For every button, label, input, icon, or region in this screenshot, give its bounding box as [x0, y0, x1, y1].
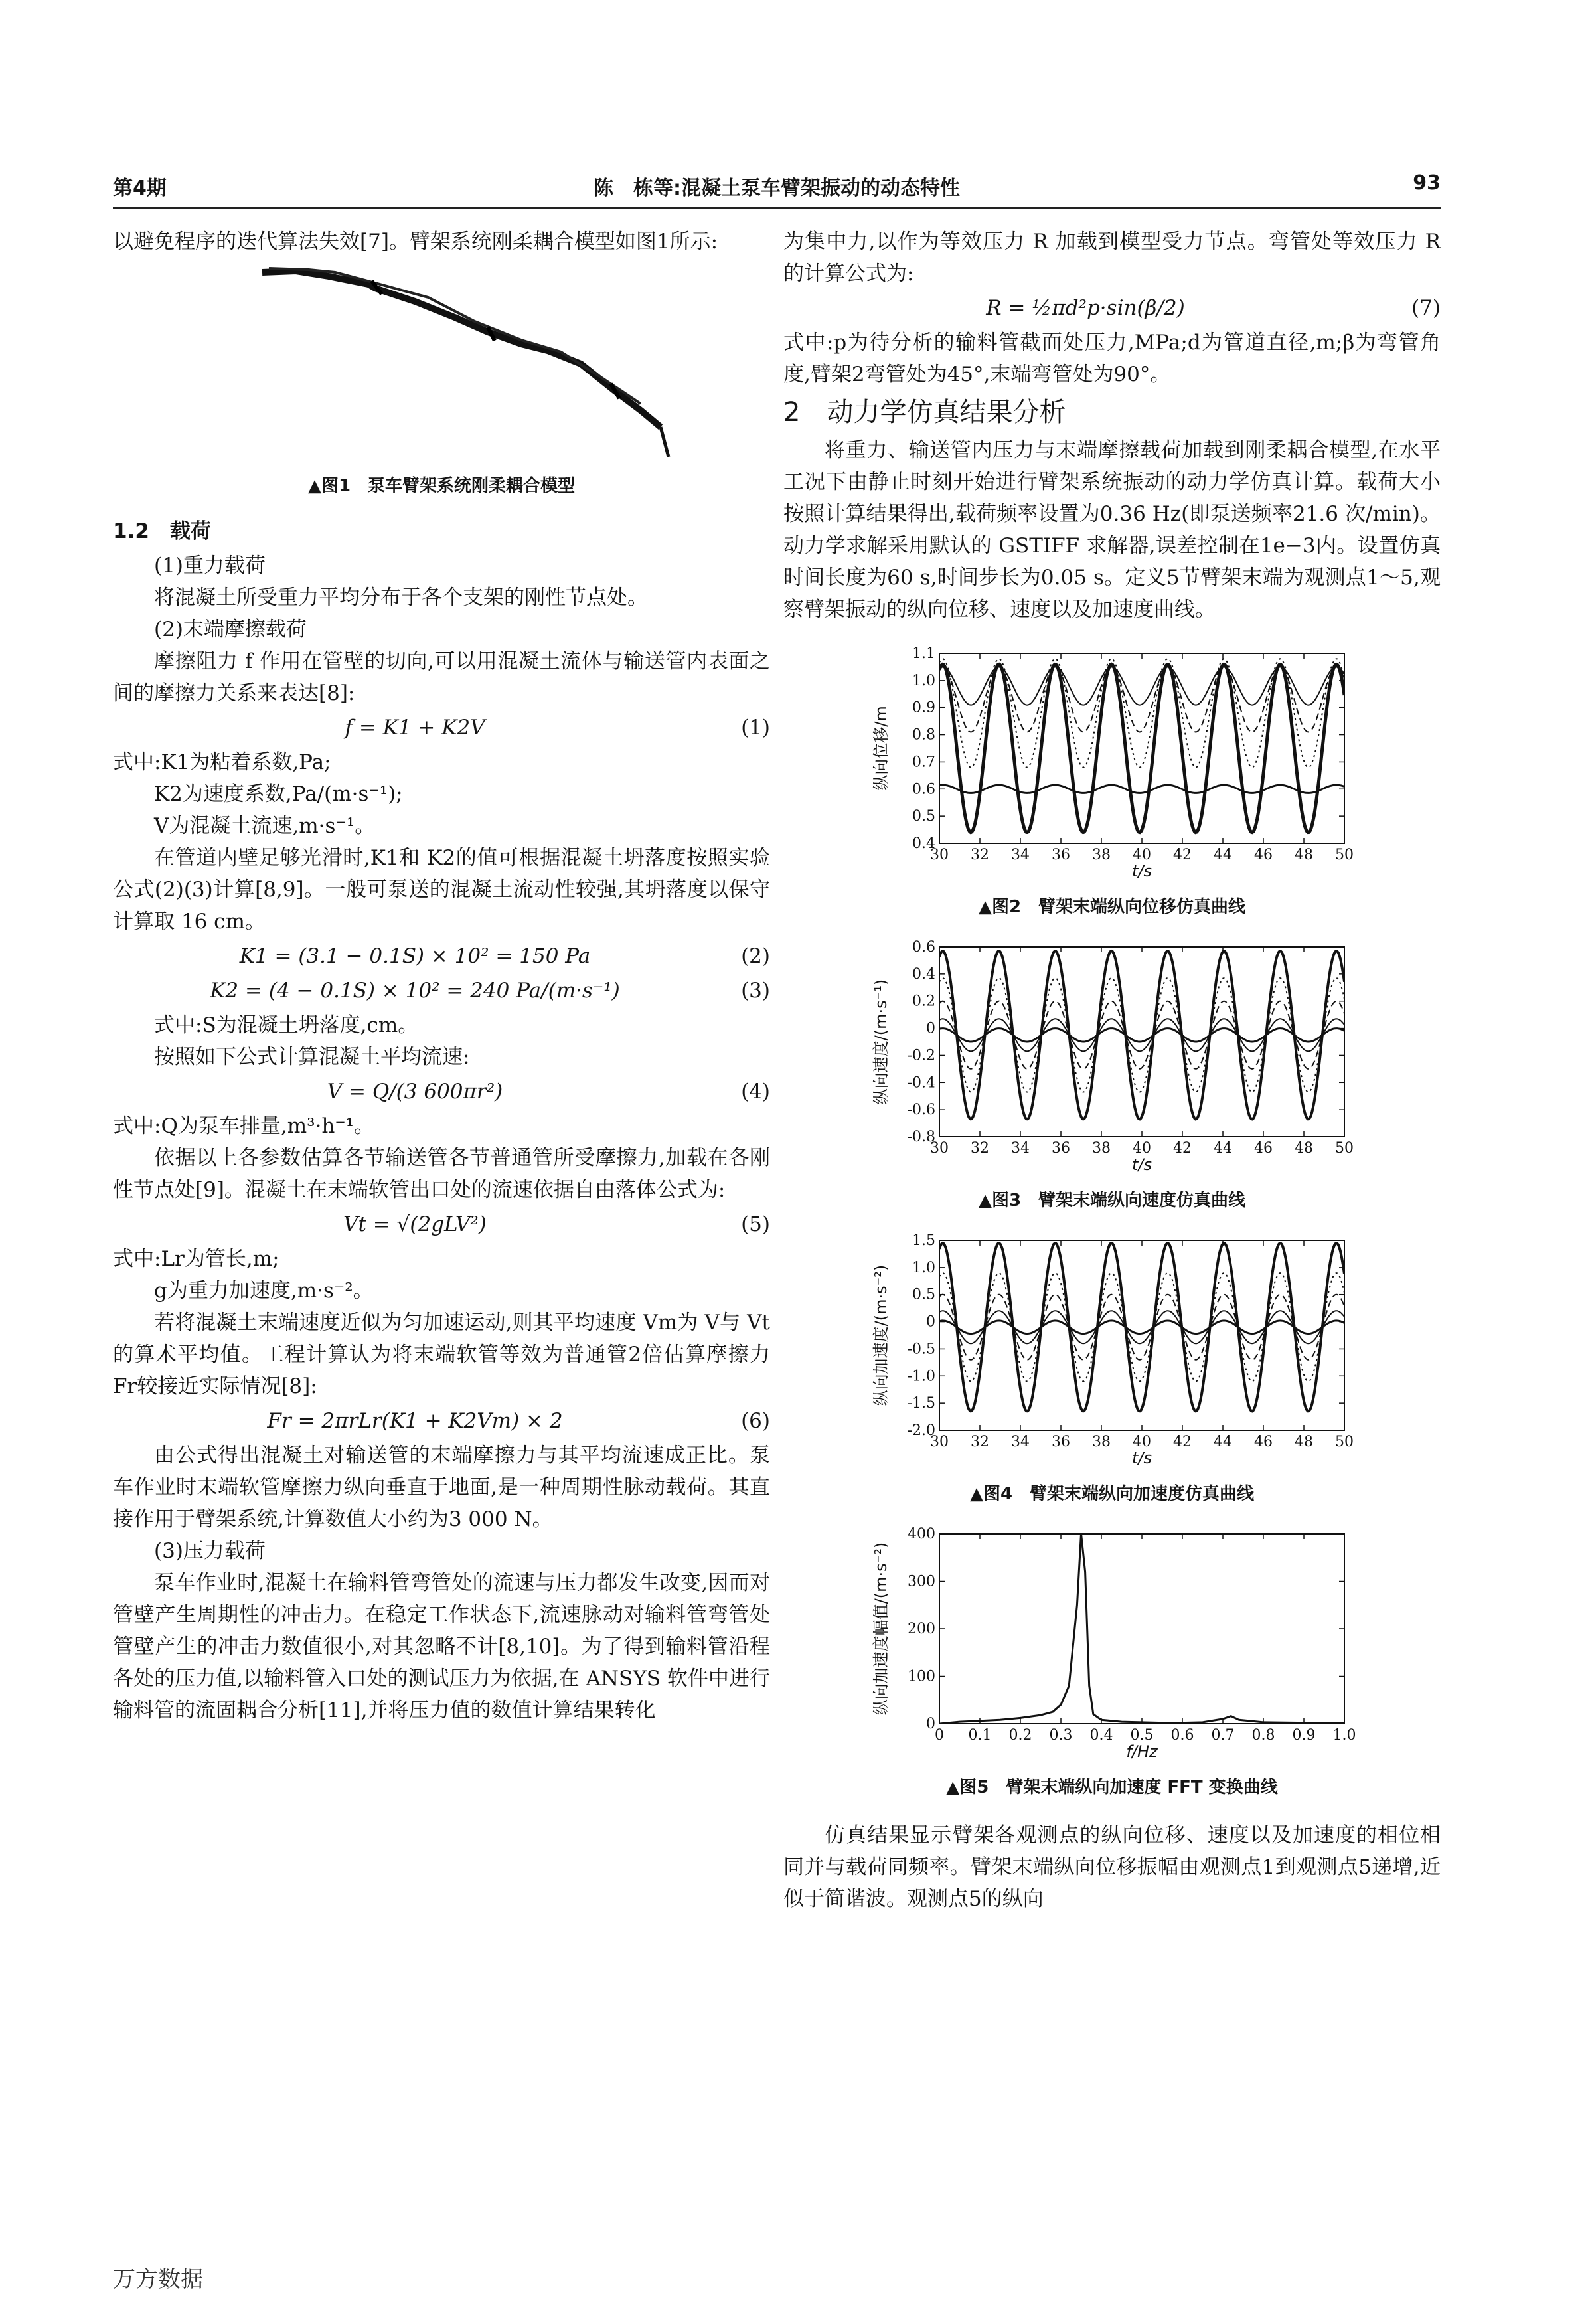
paragraph: 将混凝土所受重力平均分布于各个支架的刚性节点处。	[154, 586, 648, 610]
paragraph: 按照如下公式计算混凝土平均流速:	[154, 1045, 470, 1069]
equation-number: (6)	[741, 1409, 770, 1433]
x-tick-label: 0.2	[1008, 1727, 1032, 1744]
where-line: 式中:K1为粘着系数,Pa;	[113, 750, 331, 774]
y-tick-label: 0.4	[912, 835, 935, 852]
x-tick-label: 46	[1254, 1140, 1273, 1157]
boom-section	[262, 271, 661, 427]
x-tick-label: 46	[1254, 1434, 1273, 1450]
figure-5-fft-chart	[860, 1526, 1364, 1765]
plot-frame	[939, 653, 1344, 843]
running-header	[113, 167, 1441, 207]
x-tick-label: 0.1	[968, 1727, 992, 1744]
x-tick-label: 36	[1052, 1434, 1070, 1450]
paragraph: 将重力、输送管内压力与末端摩擦载荷加载到刚柔耦合模型,在水平工况下由静止时刻开始进行臂架系统振动的动力学仿真计算。载荷大小按照计算结果得出,载荷频率设置为0.36 Hz(即泵送频率21.6 次/min)。动力学求解采用默认的 GSTIFF 求解器,误差控制在1e−3内。设置仿真时间长度为60 s,时间步长为0.05 s。定义5节臂架末端为观测点1～5,观察臂架振动的纵向位移、速度以及加速度曲线。	[783, 438, 1441, 622]
x-tick-label: 32	[971, 1140, 989, 1157]
x-tick-label: 36	[1052, 847, 1070, 863]
x-tick-label: 48	[1295, 847, 1313, 863]
y-tick-label: -1.0	[907, 1368, 935, 1385]
where-line: g为重力加速度,m·s⁻²。	[154, 1279, 374, 1303]
x-tick-label: 38	[1092, 847, 1111, 863]
figure-4-acceleration-chart	[860, 1232, 1364, 1471]
where-line: 式中:S为混凝土坍落度,cm。	[154, 1013, 419, 1037]
x-tick-label: 0.7	[1211, 1727, 1235, 1744]
x-tick-label: 30	[930, 1140, 949, 1157]
paragraph: 在管道内壁足够光滑时,K1和 K2的值可根据混凝土坍落度按照实验公式(2)(3)计算[8,9]。一般可泵送的混凝土流动性较强,其坍落度以保守计算取 16 cm。	[113, 846, 770, 934]
equation-expression: Fr = 2πrLr(K1 + K2Vm) × 2	[267, 1409, 563, 1433]
x-tick-label: 30	[930, 847, 949, 863]
y-tick-label: -0.6	[907, 1102, 935, 1119]
x-tick-label: 32	[971, 1434, 989, 1450]
x-tick-label: 40	[1133, 847, 1151, 863]
x-tick-label: 44	[1214, 847, 1232, 863]
x-tick-label: 0	[935, 1727, 944, 1744]
plot-frame	[939, 1534, 1344, 1724]
paragraph: 摩擦阻力 f 作用在管壁的切向,可以用混凝土流体与输送管内表面之间的摩擦力关系来表达[8]:	[113, 649, 770, 705]
equation-number: (2)	[741, 944, 770, 968]
paragraph: 泵车作业时,混凝土在输料管弯管处的流速与压力都发生改变,因而对管壁产生周期性的冲击力。在稳定工作状态下,流速脉动对输料管弯管处管壁产生的冲击力数值很小,对其忽略不计[8,10]。为了得到输料管沿程各处的压力值,以输料管入口处的测试压力为依据,在 ANSYS 软件中进行输料管的流固耦合分析[11],并将压力值的数值计算结果转化	[113, 1571, 770, 1722]
equation-number: (4)	[741, 1080, 770, 1104]
equation-expression: Vt = √(2gLV²)	[343, 1212, 487, 1236]
y-tick-label: 0.5	[912, 1286, 935, 1303]
end-hose	[661, 427, 669, 457]
x-tick-label: 0.6	[1170, 1727, 1194, 1744]
equation-number: (5)	[741, 1212, 770, 1236]
header-rule	[113, 207, 1441, 209]
plot-frame	[939, 1240, 1344, 1430]
x-axis-label: t/s	[1132, 862, 1152, 880]
equation-5	[113, 1208, 770, 1240]
running-title: 陈 栋等:混凝土泵车臂架振动的动态特性	[594, 177, 960, 200]
x-tick-label: 40	[1133, 1140, 1151, 1157]
figure-2-displacement-chart	[860, 645, 1364, 884]
y-tick-label: 0.6	[912, 781, 935, 798]
paragraph: 以避免程序的迭代算法失效[7]。臂架系统刚柔耦合模型如图1所示:	[113, 230, 718, 254]
x-tick-label: 50	[1335, 847, 1354, 863]
paragraph: 式中:p为待分析的输料管截面处压力,MPa;d为管道直径,m;β为弯管角度,臂架2弯管处为45°,末端弯管处为90°。	[783, 331, 1441, 386]
figure-caption: ▲图3 臂架末端纵向速度仿真曲线	[978, 1191, 1246, 1210]
issue-number: 第4期	[113, 177, 167, 200]
y-tick-label: 1.1	[912, 645, 935, 662]
equation-number: (1)	[741, 716, 770, 740]
y-tick-label: 0	[926, 1313, 935, 1331]
equation-expression: V = Q/(3 600πr²)	[327, 1080, 503, 1104]
x-tick-label: 34	[1011, 1434, 1030, 1450]
x-tick-label: 38	[1092, 1434, 1111, 1450]
where-line: K2为速度系数,Pa/(m·s⁻¹);	[154, 782, 403, 806]
x-tick-label: 50	[1335, 1434, 1354, 1450]
x-axis-label: t/s	[1132, 1155, 1152, 1174]
paragraph: 为集中力,以作为等效压力 R 加载到模型受力节点。弯管处等效压力 R 的计算公式为:	[783, 230, 1441, 286]
y-tick-label: 0	[926, 1716, 935, 1732]
equation-expression: R = ½πd²p·sin(β/2)	[986, 296, 1185, 320]
x-tick-label: 0.4	[1089, 1727, 1113, 1744]
y-tick-label: -0.5	[907, 1341, 935, 1358]
y-tick-label: -1.5	[907, 1395, 935, 1412]
y-tick-label: 1.0	[912, 1259, 935, 1276]
section-heading: 1.2 载荷	[113, 519, 211, 543]
equation-1	[113, 712, 770, 744]
equation-expression: K1 = (3.1 − 0.1S) × 10² = 150 Pa	[239, 944, 591, 968]
paragraph: 仿真结果显示臂架各观测点的纵向位移、速度以及加速度的相位相同并与载荷同频率。臂架末端纵向位移振幅由观测点1到观测点5递增,近似于简谐波。观测点5的纵向	[783, 1823, 1441, 1911]
equation-6	[113, 1405, 770, 1437]
equation-expression: f = K1 + K2V	[345, 716, 485, 740]
y-tick-label: -0.4	[907, 1074, 935, 1092]
y-tick-label: -2.0	[907, 1422, 935, 1439]
y-tick-label: 1.5	[912, 1232, 935, 1249]
figure-caption: ▲图2 臂架末端纵向位移仿真曲线	[978, 897, 1246, 917]
x-tick-label: 44	[1214, 1434, 1232, 1450]
equation-expression: K2 = (4 − 0.1S) × 10² = 240 Pa/(m·s⁻¹)	[210, 979, 620, 1003]
x-tick-label: 30	[930, 1434, 949, 1450]
footer-watermark: 万方数据	[113, 2266, 203, 2293]
y-tick-label: 1.0	[912, 672, 935, 689]
y-tick-label: 0.9	[912, 699, 935, 716]
figure-caption: ▲图4 臂架末端纵向加速度仿真曲线	[969, 1484, 1255, 1504]
x-tick-label: 44	[1214, 1140, 1232, 1157]
y-tick-label: -0.8	[907, 1129, 935, 1145]
boom-pipe	[269, 268, 641, 404]
x-tick-label: 38	[1092, 1140, 1111, 1157]
y-tick-label: 0.8	[912, 726, 935, 744]
y-tick-label: 300	[908, 1573, 935, 1590]
x-tick-label: 0.5	[1130, 1727, 1154, 1744]
where-line: V为混凝土流速,m·s⁻¹。	[154, 814, 376, 838]
y-tick-label: 0.6	[912, 939, 935, 955]
x-tick-label: 46	[1254, 847, 1273, 863]
subsection-label: (3)压力载荷	[154, 1539, 266, 1563]
x-tick-label: 42	[1173, 847, 1192, 863]
x-tick-label: 1.0	[1332, 1727, 1356, 1744]
x-tick-label: 48	[1295, 1434, 1313, 1450]
x-tick-label: 42	[1173, 1434, 1192, 1450]
left-column	[113, 226, 770, 1726]
page-number: 93	[1413, 171, 1441, 195]
x-tick-label: 48	[1295, 1140, 1313, 1157]
figure-1-boom-model	[176, 258, 707, 457]
y-tick-label: 400	[908, 1526, 935, 1542]
y-axis-label: 纵向速度/(m·s⁻¹)	[872, 979, 890, 1105]
x-tick-label: 32	[971, 847, 989, 863]
y-axis-label: 纵向加速度幅值/(m·s⁻²)	[872, 1542, 890, 1716]
subsection-label: (2)末端摩擦载荷	[154, 618, 307, 641]
x-tick-label: 36	[1052, 1140, 1070, 1157]
y-tick-label: 0	[926, 1020, 935, 1037]
x-tick-label: 34	[1011, 1140, 1030, 1157]
y-tick-label: 0.5	[912, 808, 935, 825]
y-tick-label: 200	[908, 1621, 935, 1637]
y-tick-label: 0.4	[912, 965, 935, 983]
equation-2	[113, 940, 770, 972]
x-tick-label: 0.9	[1292, 1727, 1316, 1744]
paragraph: 由公式得出混凝土对输送管的末端摩擦力与其平均流速成正比。泵车作业时末端软管摩擦力纵向垂直于地面,是一种周期性脉动载荷。其直接作用于臂架系统,计算数值大小约为3 000 N。	[113, 1444, 770, 1531]
x-tick-label: 0.8	[1251, 1727, 1275, 1744]
y-tick-label: 0.7	[912, 754, 935, 771]
subsection-label: (1)重力载荷	[154, 554, 266, 578]
figure-3-velocity-chart	[860, 939, 1364, 1178]
equation-3	[113, 975, 770, 1007]
x-tick-label: 40	[1133, 1434, 1151, 1450]
where-line: 式中:Q为泵车排量,m³·h⁻¹。	[113, 1114, 375, 1138]
paragraph: 依据以上各参数估算各节输送管各节普通管所受摩擦力,加载在各刚性节点处[9]。混凝土在末端软管出口处的流速依据自由落体公式为:	[113, 1146, 770, 1202]
x-tick-label: 0.3	[1049, 1727, 1073, 1744]
paragraph: 若将混凝土末端速度近似为匀加速运动,则其平均速度 Vm为 V与 Vt的算术平均值。工程计算认为将末端软管等效为普通管2倍估算摩擦力 Fr较接近实际情况[8]:	[113, 1311, 770, 1398]
y-tick-label: -0.2	[907, 1047, 935, 1064]
y-axis-label: 纵向加速度/(m·s⁻²)	[872, 1264, 890, 1406]
x-axis-label: f/Hz	[1126, 1742, 1158, 1761]
figure-caption: ▲图5 臂架末端纵向加速度 FFT 变换曲线	[946, 1778, 1278, 1797]
equation-4	[113, 1076, 770, 1108]
x-tick-label: 34	[1011, 847, 1030, 863]
y-tick-label: 100	[908, 1668, 935, 1685]
equation-number: (7)	[1411, 296, 1441, 320]
x-axis-label: t/s	[1132, 1449, 1152, 1467]
figure-caption: ▲图1 泵车臂架系统刚柔耦合模型	[307, 476, 576, 496]
section-heading: 2 动力学仿真结果分析	[783, 397, 1066, 428]
y-axis-label: 纵向位移/m	[872, 706, 890, 791]
right-column	[783, 226, 1441, 1915]
x-tick-label: 50	[1335, 1140, 1354, 1157]
y-tick-label: 0.2	[912, 993, 935, 1010]
x-tick-label: 42	[1173, 1140, 1192, 1157]
equation-7	[783, 292, 1441, 324]
equation-number: (3)	[741, 979, 770, 1003]
where-line: 式中:Lr为管长,m;	[113, 1247, 279, 1271]
